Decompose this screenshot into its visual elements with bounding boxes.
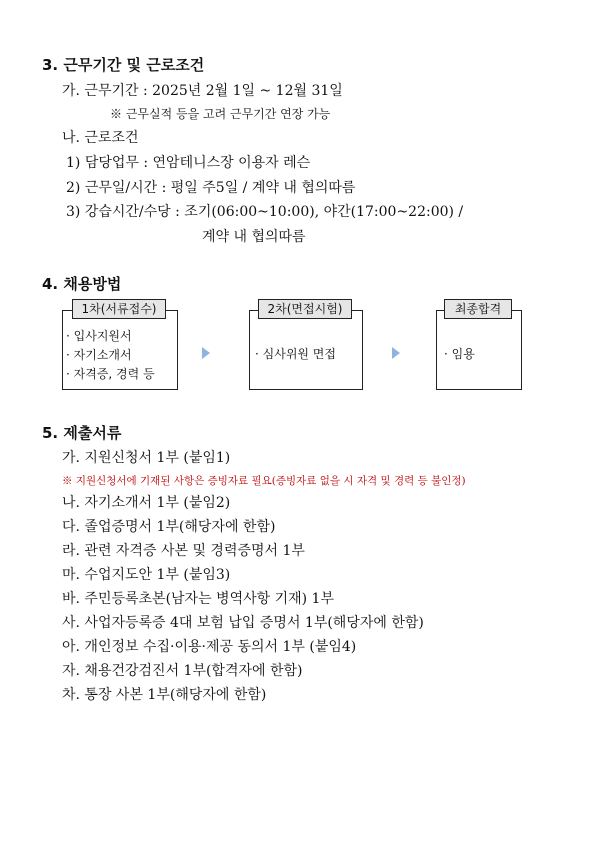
step-2-label: 2차(면접시험) — [258, 299, 352, 319]
step-3-item: · 임용 — [444, 347, 475, 361]
doc-item: 차. 통장 사본 1부(해당자에 한함) — [62, 687, 267, 703]
step-1-item: · 입사지원서 — [66, 329, 132, 343]
doc-item: 아. 개인정보 수집·이용·제공 동의서 1부 (붙임4) — [62, 639, 357, 655]
work-period-note: ※ 근무실적 등을 고려 근무기간 연장 가능 — [110, 107, 331, 121]
doc-item: 바. 주민등록초본(남자는 병역사항 기재) 1부 — [62, 591, 334, 607]
section3-title: 3. 근무기간 및 근로조건 — [42, 56, 205, 74]
condition-item-2: 2) 근무일/시간 : 평일 주5일 / 계약 내 협의따름 — [66, 180, 356, 196]
section5-title: 5. 제출서류 — [42, 424, 122, 442]
section4-title: 4. 채용방법 — [42, 275, 122, 293]
conditions-title: 나. 근로조건 — [62, 130, 139, 146]
step-3-label: 최종합격 — [444, 299, 512, 319]
doc-item: 다. 졸업증명서 1부(해당자에 한함) — [62, 519, 276, 535]
doc-item: 가. 지원신청서 1부 (붙임1) — [62, 450, 231, 466]
work-period: 가. 근무기간 : 2025년 2월 1일 ~ 12월 31일 — [62, 83, 343, 99]
step-1-item: · 자기소개서 — [66, 348, 132, 362]
condition-item-3-cont: 계약 내 협의따름 — [202, 229, 306, 245]
arrow-right-icon — [392, 347, 400, 359]
doc-item: 사. 사업자등록증 4대 보험 납입 증명서 1부(해당자에 한함) — [62, 615, 424, 631]
doc-item: 자. 채용건강검진서 1부(합격자에 한함) — [62, 663, 303, 679]
doc-item: 나. 자기소개서 1부 (붙임2) — [62, 495, 231, 511]
doc-item: 마. 수업지도안 1부 (붙임3) — [62, 567, 231, 583]
step-1-item: · 자격증, 경력 등 — [66, 367, 155, 381]
step-1-label: 1차(서류접수) — [72, 299, 166, 319]
condition-item-3: 3) 강습시간/수당 : 조기(06:00~10:00), 야간(17:00~22:00) / — [66, 204, 464, 220]
condition-item-1: 1) 담당업무 : 연암테니스장 이용자 레슨 — [66, 155, 311, 171]
doc-item: 라. 관련 자격증 사본 및 경력증명서 1부 — [62, 543, 305, 559]
step-2-item: · 심사위원 면접 — [255, 347, 336, 361]
evidence-note: ※ 지원신청서에 기재된 사항은 증빙자료 필요(증빙자료 없을 시 자격 및 경력 등 불인정) — [62, 475, 466, 487]
arrow-right-icon — [202, 347, 210, 359]
